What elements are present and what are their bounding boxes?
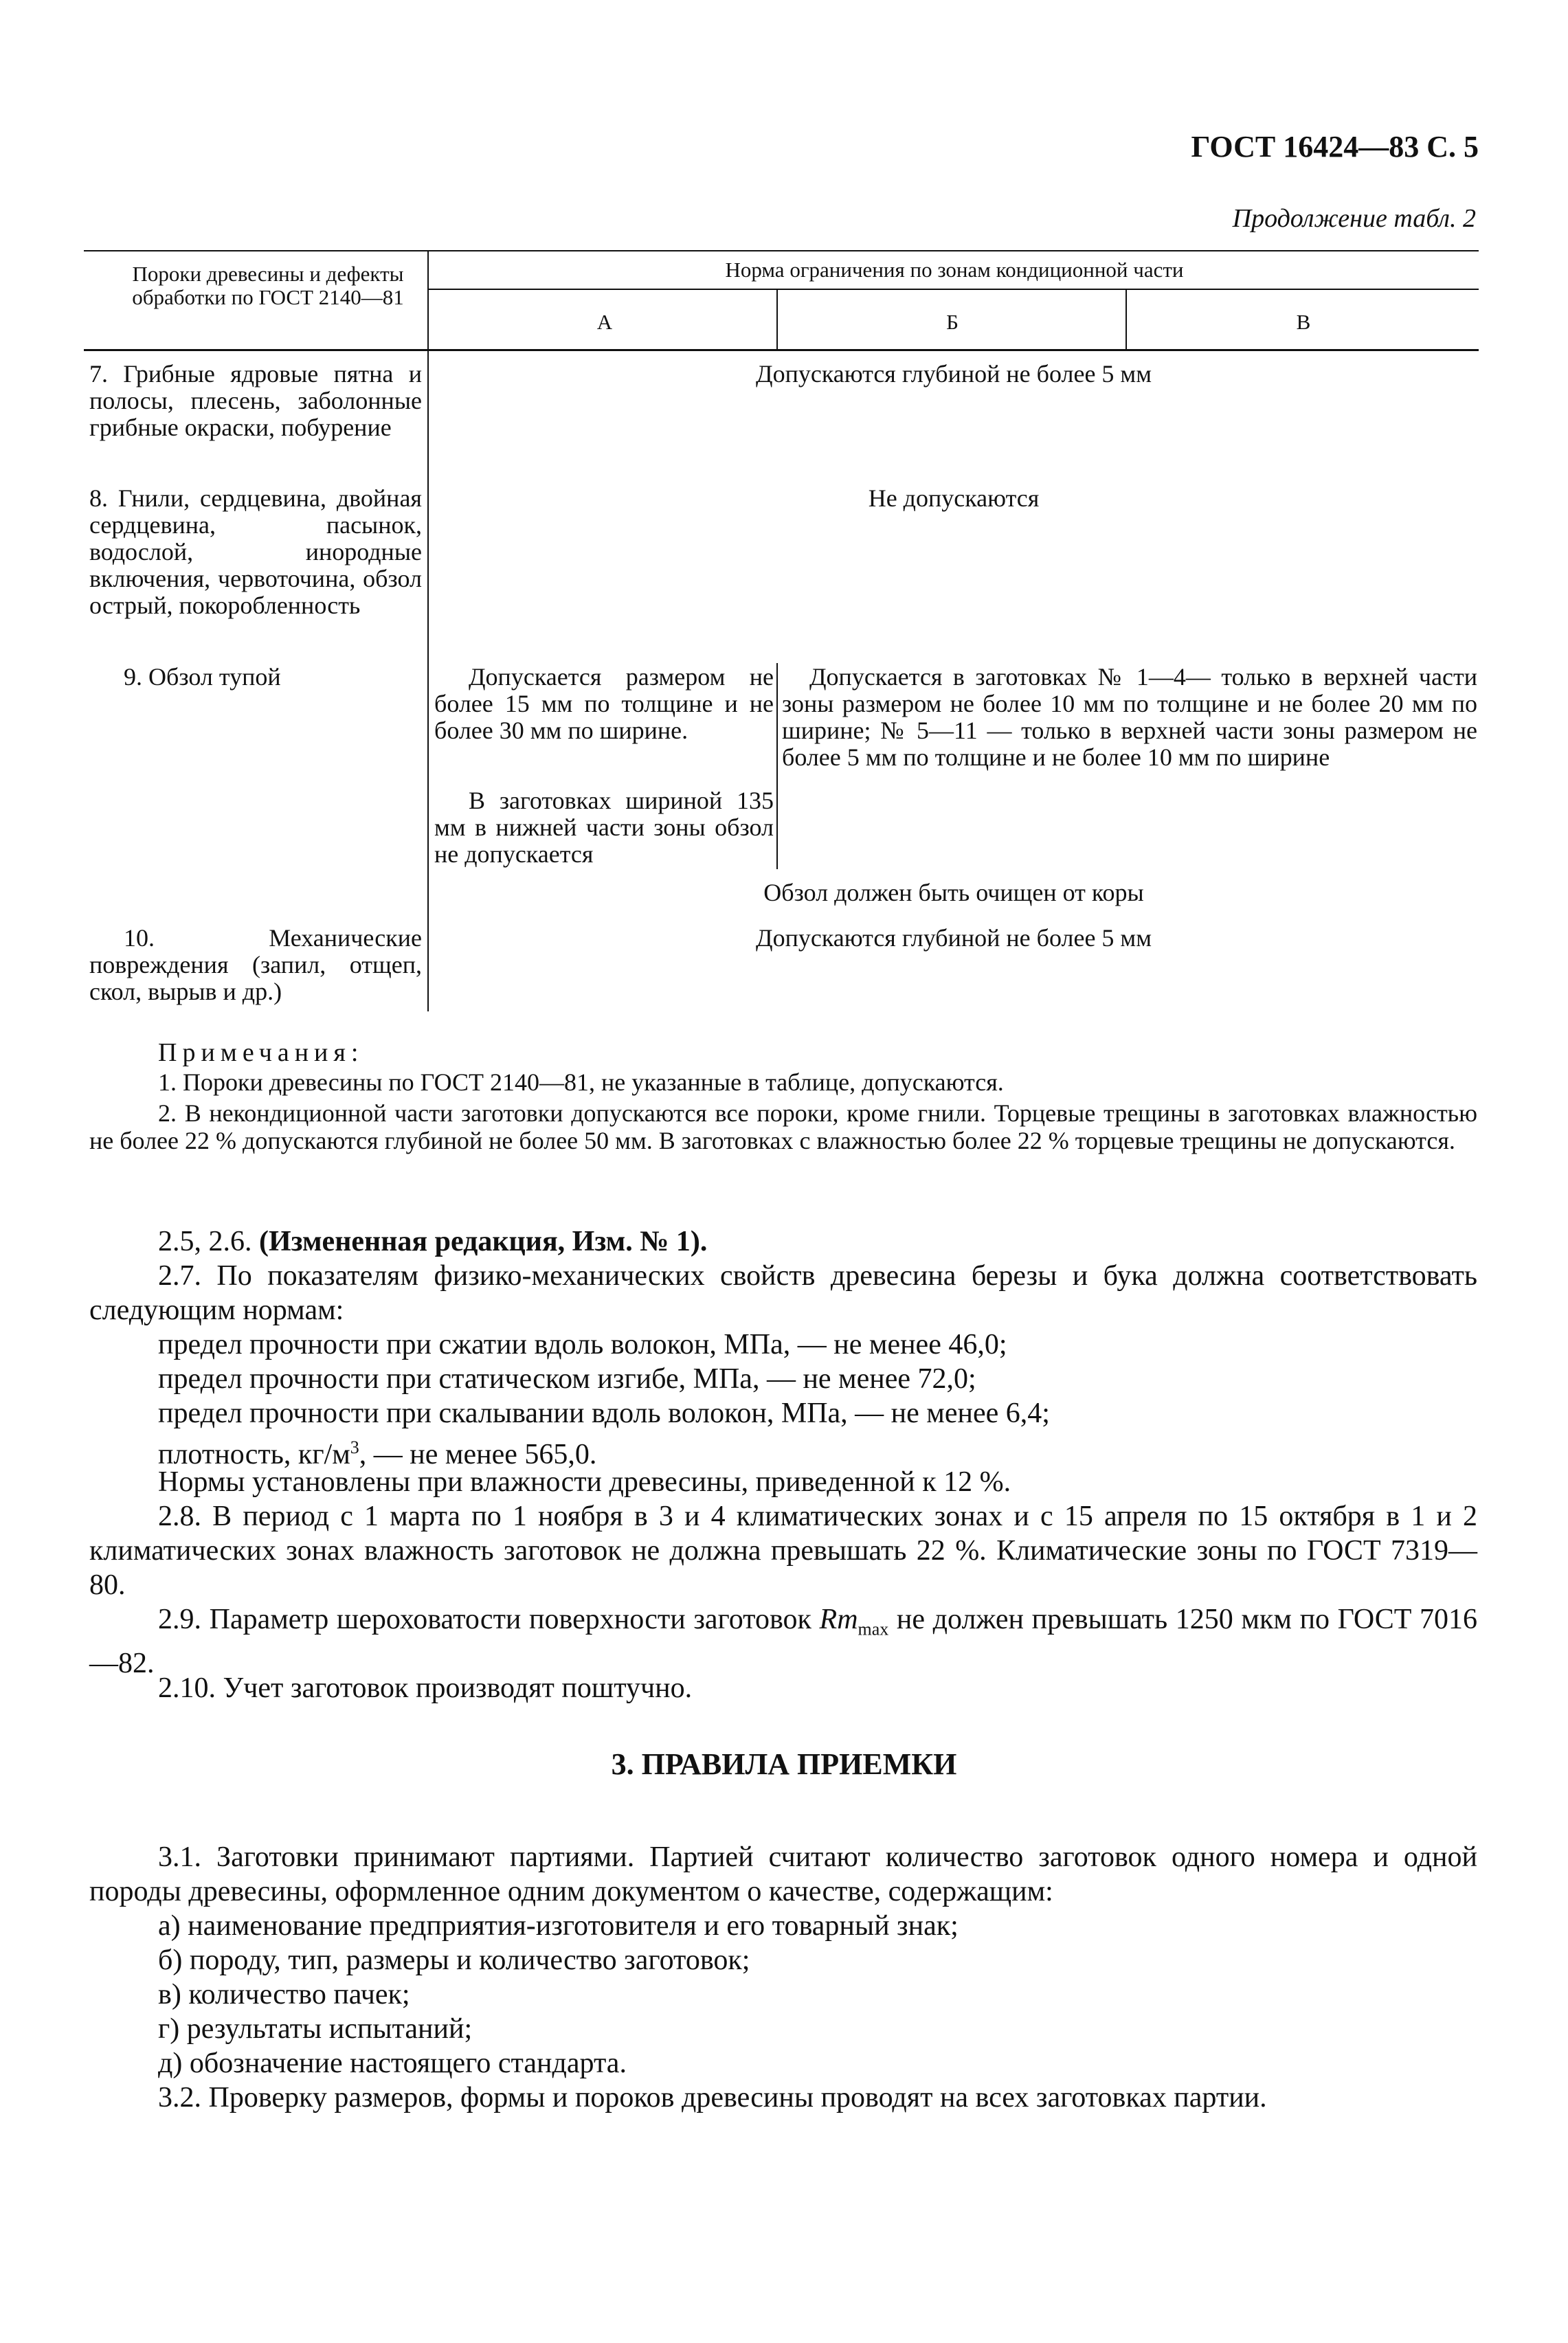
list-item-g: г) результаты испытаний;: [158, 2013, 473, 2045]
note-2: 2. В некондиционной части заготовки допускаются все пороки, кроме гнили. Торцевые трещины в заготовках влажностью не более 22 % допускаются глубиной не более 50 мм. В заготовках с влажностью более 22 % торцевые трещины не допускаются.: [89, 1099, 1477, 1154]
clause-2-5-amendment: (Измененная редакция, Изм. № 1).: [259, 1226, 708, 1257]
table-header-mid-rule: [429, 289, 1479, 290]
norm-compression: предел прочности при сжатии вдоль волокон, МПа, — не менее 46,0;: [158, 1329, 1007, 1360]
density-label: плотность, кг/м: [158, 1439, 350, 1470]
table-zoneA-divider-row9: [776, 663, 778, 869]
list-item-a: а) наименование предприятия-изготовителя и его товарный знак;: [158, 1910, 959, 1942]
table-col1-divider: [427, 250, 429, 1011]
clause-2-9-text-b: не должен превышать 1250 мкм по ГОСТ 7016—82.: [89, 1604, 1478, 1680]
clause-3-1: 3.1. Заготовки принимают партиями. Партией считают количество заготовок одного номера и одной породы древесины, оформленное одним документом о качестве, содержащим:: [89, 1841, 1477, 1907]
zone-header-b: Б: [946, 310, 959, 334]
table-group-header: Норма ограничения по зонам кондиционной части: [725, 258, 1184, 282]
clause-2-5-2-6: [158, 1224, 707, 1259]
row10-defect: 10. Механические повреждения (запил, отщеп, скол, вырыв и др.): [89, 924, 422, 1005]
clause-3-2: 3.2. Проверку размеров, формы и пороков древесины проводят на всех заготовках партии.: [158, 2082, 1267, 2114]
row8-defect: 8. Гнили, сердцевина, двойная сердцевина, пасынок, водослой, инородные включения, червоточина, обзол острый, покоробленность: [89, 484, 422, 619]
row9-zoneA-text2: В заготовках шириной 135 мм в нижней части зоны обзол не допускается: [434, 787, 774, 868]
table-col3-divider-header: [1125, 289, 1127, 350]
density-value: , — не менее 565,0.: [359, 1439, 597, 1470]
clause-2-9-text-a: 2.9. Параметр шероховатости поверхности заготовок: [158, 1604, 820, 1635]
norm-bending: предел прочности при статическом изгибе, МПа, — не менее 72,0;: [158, 1363, 976, 1395]
roughness-symbol: Rm: [819, 1604, 858, 1635]
row8-norm: Не допускаются: [868, 484, 1040, 512]
table-header-bottom-rule: [84, 349, 1479, 351]
table-col1-header: Пороки древесины и дефекты обработки по ГОСТ 2140—81: [132, 262, 404, 309]
density-exponent: 3: [350, 1437, 359, 1457]
list-item-b: б) породу, тип, размеры и количество заготовок;: [158, 1944, 750, 1976]
row9-defect: 9. Обзол тупой: [124, 663, 281, 691]
row7-norm: Допускаются глубиной не более 5 мм: [756, 360, 1152, 388]
row10-norm: Допускаются глубиной не более 5 мм: [756, 924, 1152, 952]
clause-2-7: 2.7. По показателям физико-механических свойств древесина березы и бука должна соответствовать следующим нормам:: [89, 1260, 1477, 1326]
clause-2-9: [89, 1602, 1477, 1681]
page-header: ГОСТ 16424—83 С. 5: [1191, 130, 1479, 164]
roughness-subscript: max: [858, 1619, 889, 1639]
row7-defect: 7. Грибные ядровые пятна и полосы, плесень, заболонные грибные окраски, побурение: [89, 360, 422, 441]
row9-zoneA-text1: Допускается размером не более 15 мм по толщине и не более 30 мм по ширине.: [434, 663, 774, 744]
norm-shear: предел прочности при скалывании вдоль волокон, МПа, — не менее 6,4;: [158, 1398, 1050, 1429]
row9-bark-note: Обзол должен быть очищен от коры: [763, 879, 1144, 906]
row9-zoneBV-text: Допускается в заготовках № 1—4— только в верхней части зоны размером не более 10 мм по толщине и не более 20 мм по ширине; № 5—11 — только в верхней части зоны размером не более 5 мм по толщине и не более 10 мм по ширине: [782, 663, 1477, 771]
clause-2-5-number: 2.5, 2.6.: [158, 1226, 252, 1257]
notes-title: Примечания:: [158, 1038, 364, 1067]
table-top-rule: [84, 250, 1479, 251]
section-title: 3. ПРАВИЛА ПРИЕМКИ: [611, 1747, 957, 1781]
list-item-v: в) количество пачек;: [158, 1979, 410, 2010]
table-col2-divider-header: [776, 289, 778, 350]
clause-2-10: 2.10. Учет заготовок производят поштучно.: [158, 1672, 693, 1704]
zone-header-a: А: [596, 310, 613, 334]
norm-moisture-basis: Нормы установлены при влажности древесины, приведенной к 12 %.: [158, 1466, 1011, 1498]
zone-header-v: В: [1296, 310, 1311, 334]
table-continuation-label: Продолжение табл. 2: [1232, 204, 1476, 233]
list-item-d: д) обозначение настоящего стандарта.: [158, 2048, 627, 2079]
note-1: 1. Пороки древесины по ГОСТ 2140—81, не указанные в таблице, допускаются.: [158, 1068, 1004, 1096]
clause-2-8: 2.8. В период с 1 марта по 1 ноября в 3 и 4 климатических зонах и с 15 апреля по 15 октября в 1 и 2 климатических зонах влажность заготовок не должна превышать 22 %. Климатические зоны по ГОСТ 7319—80.: [89, 1501, 1477, 1601]
